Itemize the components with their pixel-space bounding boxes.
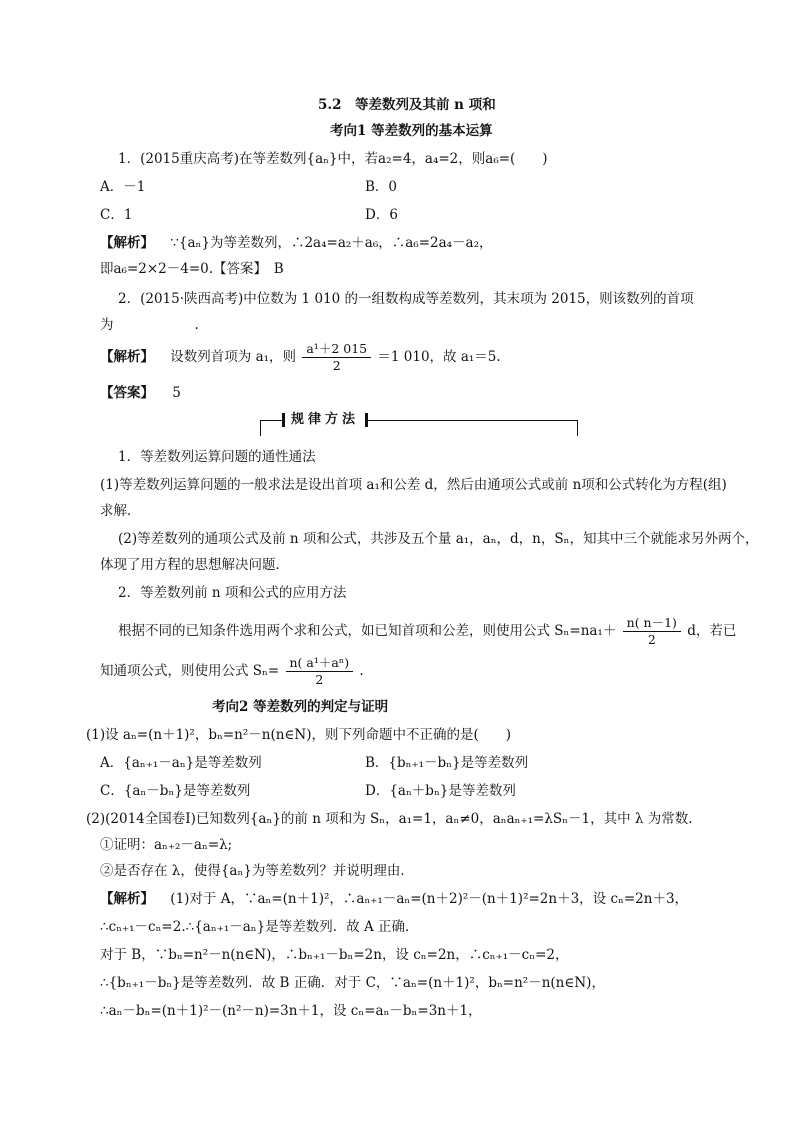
topic2-q1-stem: (1)设 aₙ=(n＋1)²，bₙ=n²－n(n∈N)，则下列命题中不正确的是( )	[86, 727, 512, 743]
q2-analysis-post: ＝1 010，故 a₁＝5.	[377, 349, 501, 365]
topic2-q2-stem: (2)(2014全国卷Ⅰ)已知数列{aₙ}的前 n 项和为 Sₙ，a₁=1，aₙ≠0，aₙaₙ₊₁=λSₙ－1，其中 λ 为常数.	[86, 811, 693, 827]
method-box-right	[577, 420, 578, 436]
q1-option-a: A．－1	[100, 179, 146, 195]
section-title: 5.2 等差数列及其前 n 项和	[318, 97, 496, 113]
topic2-q2-part1: ①证明：aₙ₊₂－aₙ=λ;	[100, 837, 233, 853]
analysis-label: 【解析】	[100, 235, 154, 251]
topic2-analysis-line3: 对于 B，∵bₙ=n²－n(n∈N)，∴bₙ₊₁－bₙ=2n，设 cₙ=2n，∴cₙ₊₁－cₙ=2，	[100, 947, 569, 963]
fraction	[623, 615, 681, 648]
method-para-4-pre: 知通项公式，则使用公式 Sₙ=	[100, 663, 280, 679]
method-heading-1: 1．等差数列运算问题的通性通法	[118, 449, 316, 465]
method-heading-2: 2．等差数列前 n 项和公式的应用方法	[118, 585, 347, 601]
q2-stem-line2: 为 .	[100, 317, 199, 333]
fraction-denominator: 2	[332, 358, 341, 373]
method-para-1-cont: 求解．	[100, 503, 141, 519]
answer-label: 【答案】	[100, 385, 154, 401]
q2-analysis	[100, 340, 501, 374]
fraction-numerator: a¹＋2 015	[302, 341, 371, 358]
q2-answer	[100, 384, 181, 402]
fraction-numerator: n( a¹＋aⁿ)	[286, 655, 354, 672]
topic2-option-c: C．{aₙ－bₙ}是等差数列	[100, 783, 251, 799]
q1-option-b: B．0	[365, 179, 398, 195]
method-para-4	[100, 652, 364, 690]
fraction-numerator: n( n－1)	[623, 615, 681, 632]
topic2-q2-part2: ②是否存在 λ，使得{aₙ}为等差数列？并说明理由．	[100, 863, 414, 879]
topic2-option-d: D．{aₙ＋bₙ}是等差数列	[365, 783, 516, 799]
topic2-option-b: B．{bₙ₊₁－bₙ}是等差数列	[365, 755, 529, 771]
method-para-3-pre: 根据不同的已知条件选用两个求和公式，如已知首项和公差，则使用公式 Sₙ=na₁＋	[118, 623, 617, 639]
topic2-title: 考向2 等差数列的判定与证明	[212, 699, 389, 715]
fraction-denominator: 2	[647, 632, 656, 647]
topic2-analysis-line1: (1)对于 A，∵aₙ=(n＋1)²，∴aₙ₊₁－aₙ=(n＋2)²－(n＋1)²=2n＋3，设 cₙ=2n＋3，	[170, 891, 689, 907]
fraction	[302, 341, 371, 374]
method-box-left	[260, 420, 261, 436]
fraction	[286, 655, 354, 688]
analysis-label: 【解析】	[100, 349, 154, 365]
analysis-label: 【解析】	[100, 891, 154, 907]
topic2-option-a: A．{aₙ₊₁－aₙ}是等差数列	[100, 755, 262, 771]
q2-analysis-pre: 设数列首项为 a₁，则	[170, 349, 297, 365]
method-para-2-cont: 体现了用方程的思想解决问题．	[100, 557, 289, 573]
q1-analysis-text: ∵{aₙ}为等差数列，∴2a₄=a₂＋a₆，∴a₆=2a₄－a₂，	[170, 235, 493, 251]
answer-value: 5	[172, 385, 181, 401]
q2-stem: 2．(2015·陕西高考)中位数为 1 010 的一组数构成等差数列，其末项为 2015，则该数列的首项	[118, 291, 694, 307]
topic2-analysis-line5: ∴aₙ－bₙ=(n＋1)²－(n²－n)=3n＋1，设 cₙ=aₙ－bₙ=3n＋1，	[100, 1003, 482, 1019]
q1-analysis-line2: 即a₆=2×2－4=0.【答案】 B	[100, 261, 284, 277]
topic2-analysis-line4: ∴{bₙ₊₁－bₙ}是等差数列．故 B 正确．对于 C，∵aₙ=(n＋1)²，bₙ=n²－n(n∈N)，	[100, 975, 605, 991]
method-para-3	[118, 612, 736, 650]
q1-analysis	[100, 234, 493, 252]
method-para-2: (2)等差数列的通项公式及前 n 项和公式，共涉及五个量 a₁，aₙ，d，n，Sₙ，知其中三个就能求另外两个，	[118, 531, 759, 547]
method-box-title: 规律方法	[282, 413, 368, 427]
topic1-title: 考向1 等差数列的基本运算	[330, 123, 493, 139]
topic2-analysis-line2: ∴cₙ₊₁－cₙ=2.∴{aₙ₊₁－aₙ}是等差数列．故 A 正确．	[100, 919, 419, 935]
topic2-analysis	[100, 890, 688, 908]
method-para-3-post: d，若已	[687, 623, 737, 639]
method-para-1: (1)等差数列运算问题的一般求法是设出首项 a₁和公差 d，然后由通项公式或前 n项和公式转化为方程(组)	[100, 477, 727, 493]
fraction-denominator: 2	[315, 672, 324, 687]
method-para-4-post: .	[359, 663, 364, 679]
q1-stem: 1．(2015重庆高考)在等差数列{aₙ}中，若a₂=4，a₄=2，则a₆=( )	[118, 151, 548, 167]
q1-option-c: C．1	[100, 207, 133, 223]
q1-option-d: D．6	[365, 207, 398, 223]
